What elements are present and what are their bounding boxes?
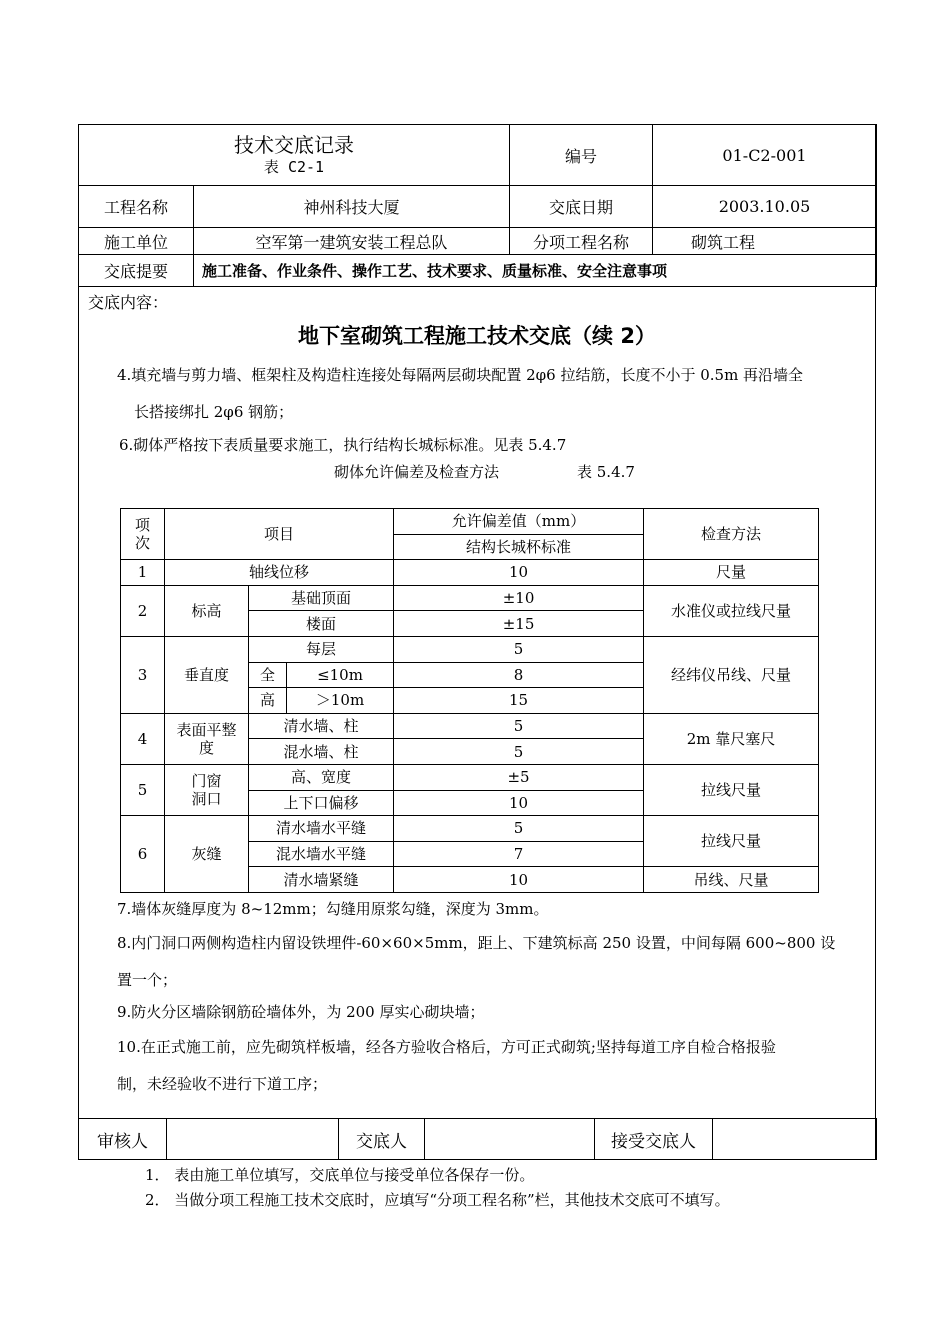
header-method: 检查方法 [644, 509, 819, 560]
date-label: 交底日期 [510, 186, 653, 228]
note-1: 1． 表由施工单位填写，交底单位与接受单位各保存一份。 [145, 1166, 535, 1184]
date-value: 2003.10.05 [653, 186, 877, 228]
header-table [78, 124, 877, 287]
summary-label: 交底提要 [79, 255, 194, 287]
tolerance-table [120, 508, 819, 893]
unit-value: 空军第一建筑安装工程总队 [194, 228, 510, 255]
header-no: 项 次 [121, 509, 165, 560]
form-number: 表 C2-1 [263, 158, 325, 176]
table-number: 表 5.4.7 [577, 463, 635, 481]
paragraph-6: 6.砌体严格按下表质量要求施工，执行结构长城标标准。见表 5.4.7 [119, 436, 567, 454]
paragraph-4-line-1: 4.填充墙与剪力墙、框架柱及构造柱连接处每隔两层砌块配置 2φ6 拉结筋，长度不小于 0.5m 再沿墙全 [117, 366, 804, 384]
note-2: 2． 当做分项工程施工技术交底时，应填写“分项工程名称”栏，其他技术交底可不填写。 [145, 1191, 730, 1209]
paragraph-8-line-1: 8.内门洞口两侧构造柱内留设铁埋件-60×60×5mm，距上、下建筑标高 250 设置，中间每隔 600~800 设 [117, 934, 836, 952]
table-row: 3 垂直度 每层 5 经纬仪吊线、尺量 [121, 636, 819, 662]
table-row: 楼面 ±15 [121, 611, 819, 637]
table-row: 全 ≤10m 8 [121, 662, 819, 688]
table-row: 混水墙、柱 5 [121, 739, 819, 765]
table-row: 6 灰缝 清水墙水平缝 5 拉线尺量 [121, 816, 819, 842]
code-value: 01-C2-001 [653, 125, 877, 186]
header-tolerance-standard: 结构长城杯标准 [394, 534, 644, 560]
table-caption: 砌体允许偏差及检查方法 [334, 463, 500, 481]
project-label: 工程名称 [79, 186, 194, 228]
paragraph-7: 7.墙体灰缝厚度为 8~12mm；勾缝用原浆勾缝，深度为 3mm。 [117, 900, 549, 918]
table-row: 高 ＞10m 15 [121, 688, 819, 714]
receiver-label: 接受交底人 [595, 1119, 713, 1160]
paragraph-10-line-2: 制，未经验收不进行下道工序； [117, 1075, 328, 1093]
table-row: 1 轴线位移 10 尺量 [121, 560, 819, 586]
code-label: 编号 [510, 125, 653, 186]
content-label: 交底内容： [88, 293, 169, 312]
subproject-label: 分项工程名称 [510, 228, 653, 255]
form-title-cell [79, 125, 510, 186]
unit-label: 施工单位 [79, 228, 194, 255]
reviewer-label: 审核人 [79, 1119, 167, 1160]
receiver-signature-field[interactable] [713, 1119, 877, 1160]
discloser-signature-field[interactable] [425, 1119, 595, 1160]
summary-value: 施工准备、作业条件、操作工艺、技术要求、质量标准、安全注意事项 [194, 255, 877, 287]
paragraph-9: 9.防火分区墙除钢筋砼墙体外，为 200 厚实心砌块墙； [117, 1003, 485, 1021]
table-row: 5 门窗 洞口 高、宽度 ±5 拉线尺量 [121, 764, 819, 790]
table-row: 4 表面平整 度 清水墙、柱 5 2m 靠尺塞尺 [121, 713, 819, 739]
reviewer-signature-field[interactable] [167, 1119, 339, 1160]
paragraph-8-line-2: 置一个； [117, 971, 178, 989]
project-value: 神州科技大厦 [194, 186, 510, 228]
content-heading: 地下室砌筑工程施工技术交底（续 2） [298, 324, 656, 348]
table-row: 上下口偏移 10 [121, 790, 819, 816]
paragraph-10-line-1: 10.在正式施工前，应先砌筑样板墙，经各方验收合格后，方可正式砌筑;坚持每道工序自检合格报验 [117, 1038, 776, 1056]
discloser-label: 交底人 [339, 1119, 425, 1160]
paragraph-4-line-2: 长搭接绑扎 2φ6 钢筋； [134, 403, 294, 421]
table-row: 混水墙水平缝 7 [121, 841, 819, 867]
table-row: 2 标高 基础顶面 ±10 水准仪或拉线尺量 [121, 585, 819, 611]
header-item: 项目 [165, 509, 394, 560]
subproject-value: 砌筑工程 [653, 228, 877, 255]
form-title: 技术交底记录 [234, 133, 354, 157]
table-row: 清水墙紧缝 10 吊线、尺量 [121, 867, 819, 893]
header-tolerance: 允许偏差值（mm） [394, 509, 644, 535]
signature-table [78, 1118, 877, 1160]
